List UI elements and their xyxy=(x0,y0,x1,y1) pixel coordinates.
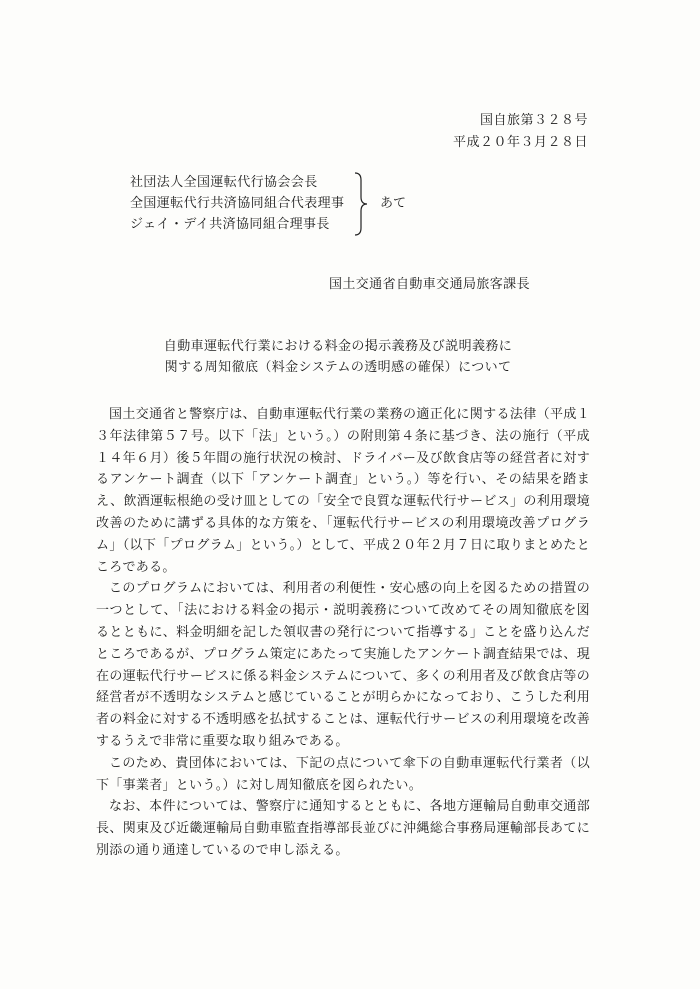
subject-title xyxy=(128,336,548,378)
sender: 国土交通省自動車交通局旅客課長 xyxy=(328,277,530,292)
subject-line: 自動車運転代行業における料金の掲示義務及び説明義務に xyxy=(163,339,513,354)
body-paragraph: このため、貴団体においては、下記の点について傘下の自動車運転代行業者（以下「事業者」という。）に対し周知徹底を図られたい。 xyxy=(96,755,590,793)
addressee-line: 社団法人全国運転代行協会会長 xyxy=(130,175,318,190)
body-paragraph: 国土交通省と警察庁は、自動車運転代行業の業務の適正化に関する法律（平成１３年法律第５７号。以下「法」という。）の附則第４条に基づき、法の施行（平成１４年６月）後５年間の施行状況の検討、ドライバー及び飲食店等の経営者に対するアンケート調査（以下「アンケート調査」という。）等を行い、その結果を踏まえ、飲酒運転根絶の受け皿としての「安全で良質な運転代行サービス」の利用環境改善のために講ずる具体的な方策を、「運転代行サービスの利用環境改善プログラム」（以下「プログラム」という。）として、平成２０年２月７日に取りまとめたところである。 xyxy=(96,407,590,575)
right-brace-icon xyxy=(352,171,376,237)
addressee-line: 全国運転代行共済協同組合代表理事 xyxy=(130,196,345,211)
subject-line: 関する周知徹底（料金システムの透明感の確保）について xyxy=(164,360,512,375)
body-paragraph: なお、本件については、警察庁に通知するとともに、各地方運輸局自動車交通部長、関東及び近畿運輸局自動車監査指導部長並びに沖縄総合事務局運輸部長あてに別添の通り通達しているので申し添える。 xyxy=(96,799,590,858)
addressee-list xyxy=(130,172,344,235)
addressee-suffix: あて xyxy=(380,196,407,211)
body-paragraph: このプログラムにおいては、利用者の利便性・安心感の向上を図るための措置の一つとして、「法における料金の掲示・説明義務について改めてその周知徹底を図るとともに、料金明細を記した領収書の発行について指導する」ことを盛り込んだところであるが、プログラム策定にあたって実施したアンケート調査結果では、現在の運転代行サービスに係る料金システムについて、多くの利用者及び飲食店等の経営者が不透明なシステムと感じていることが明らかになっており、こうした利用者の料金に対する不透明感を払拭することは、運転代行サービスの利用環境を改善するうえで非常に重要な取り組みである。 xyxy=(96,581,590,749)
body-text xyxy=(96,404,590,862)
reference-number: 国自旅第３２８号 xyxy=(479,113,588,128)
document-date: 平成２０年３月２８日 xyxy=(452,135,588,150)
addressee-line: ジェイ・デイ共済協同組合理事長 xyxy=(130,217,330,232)
